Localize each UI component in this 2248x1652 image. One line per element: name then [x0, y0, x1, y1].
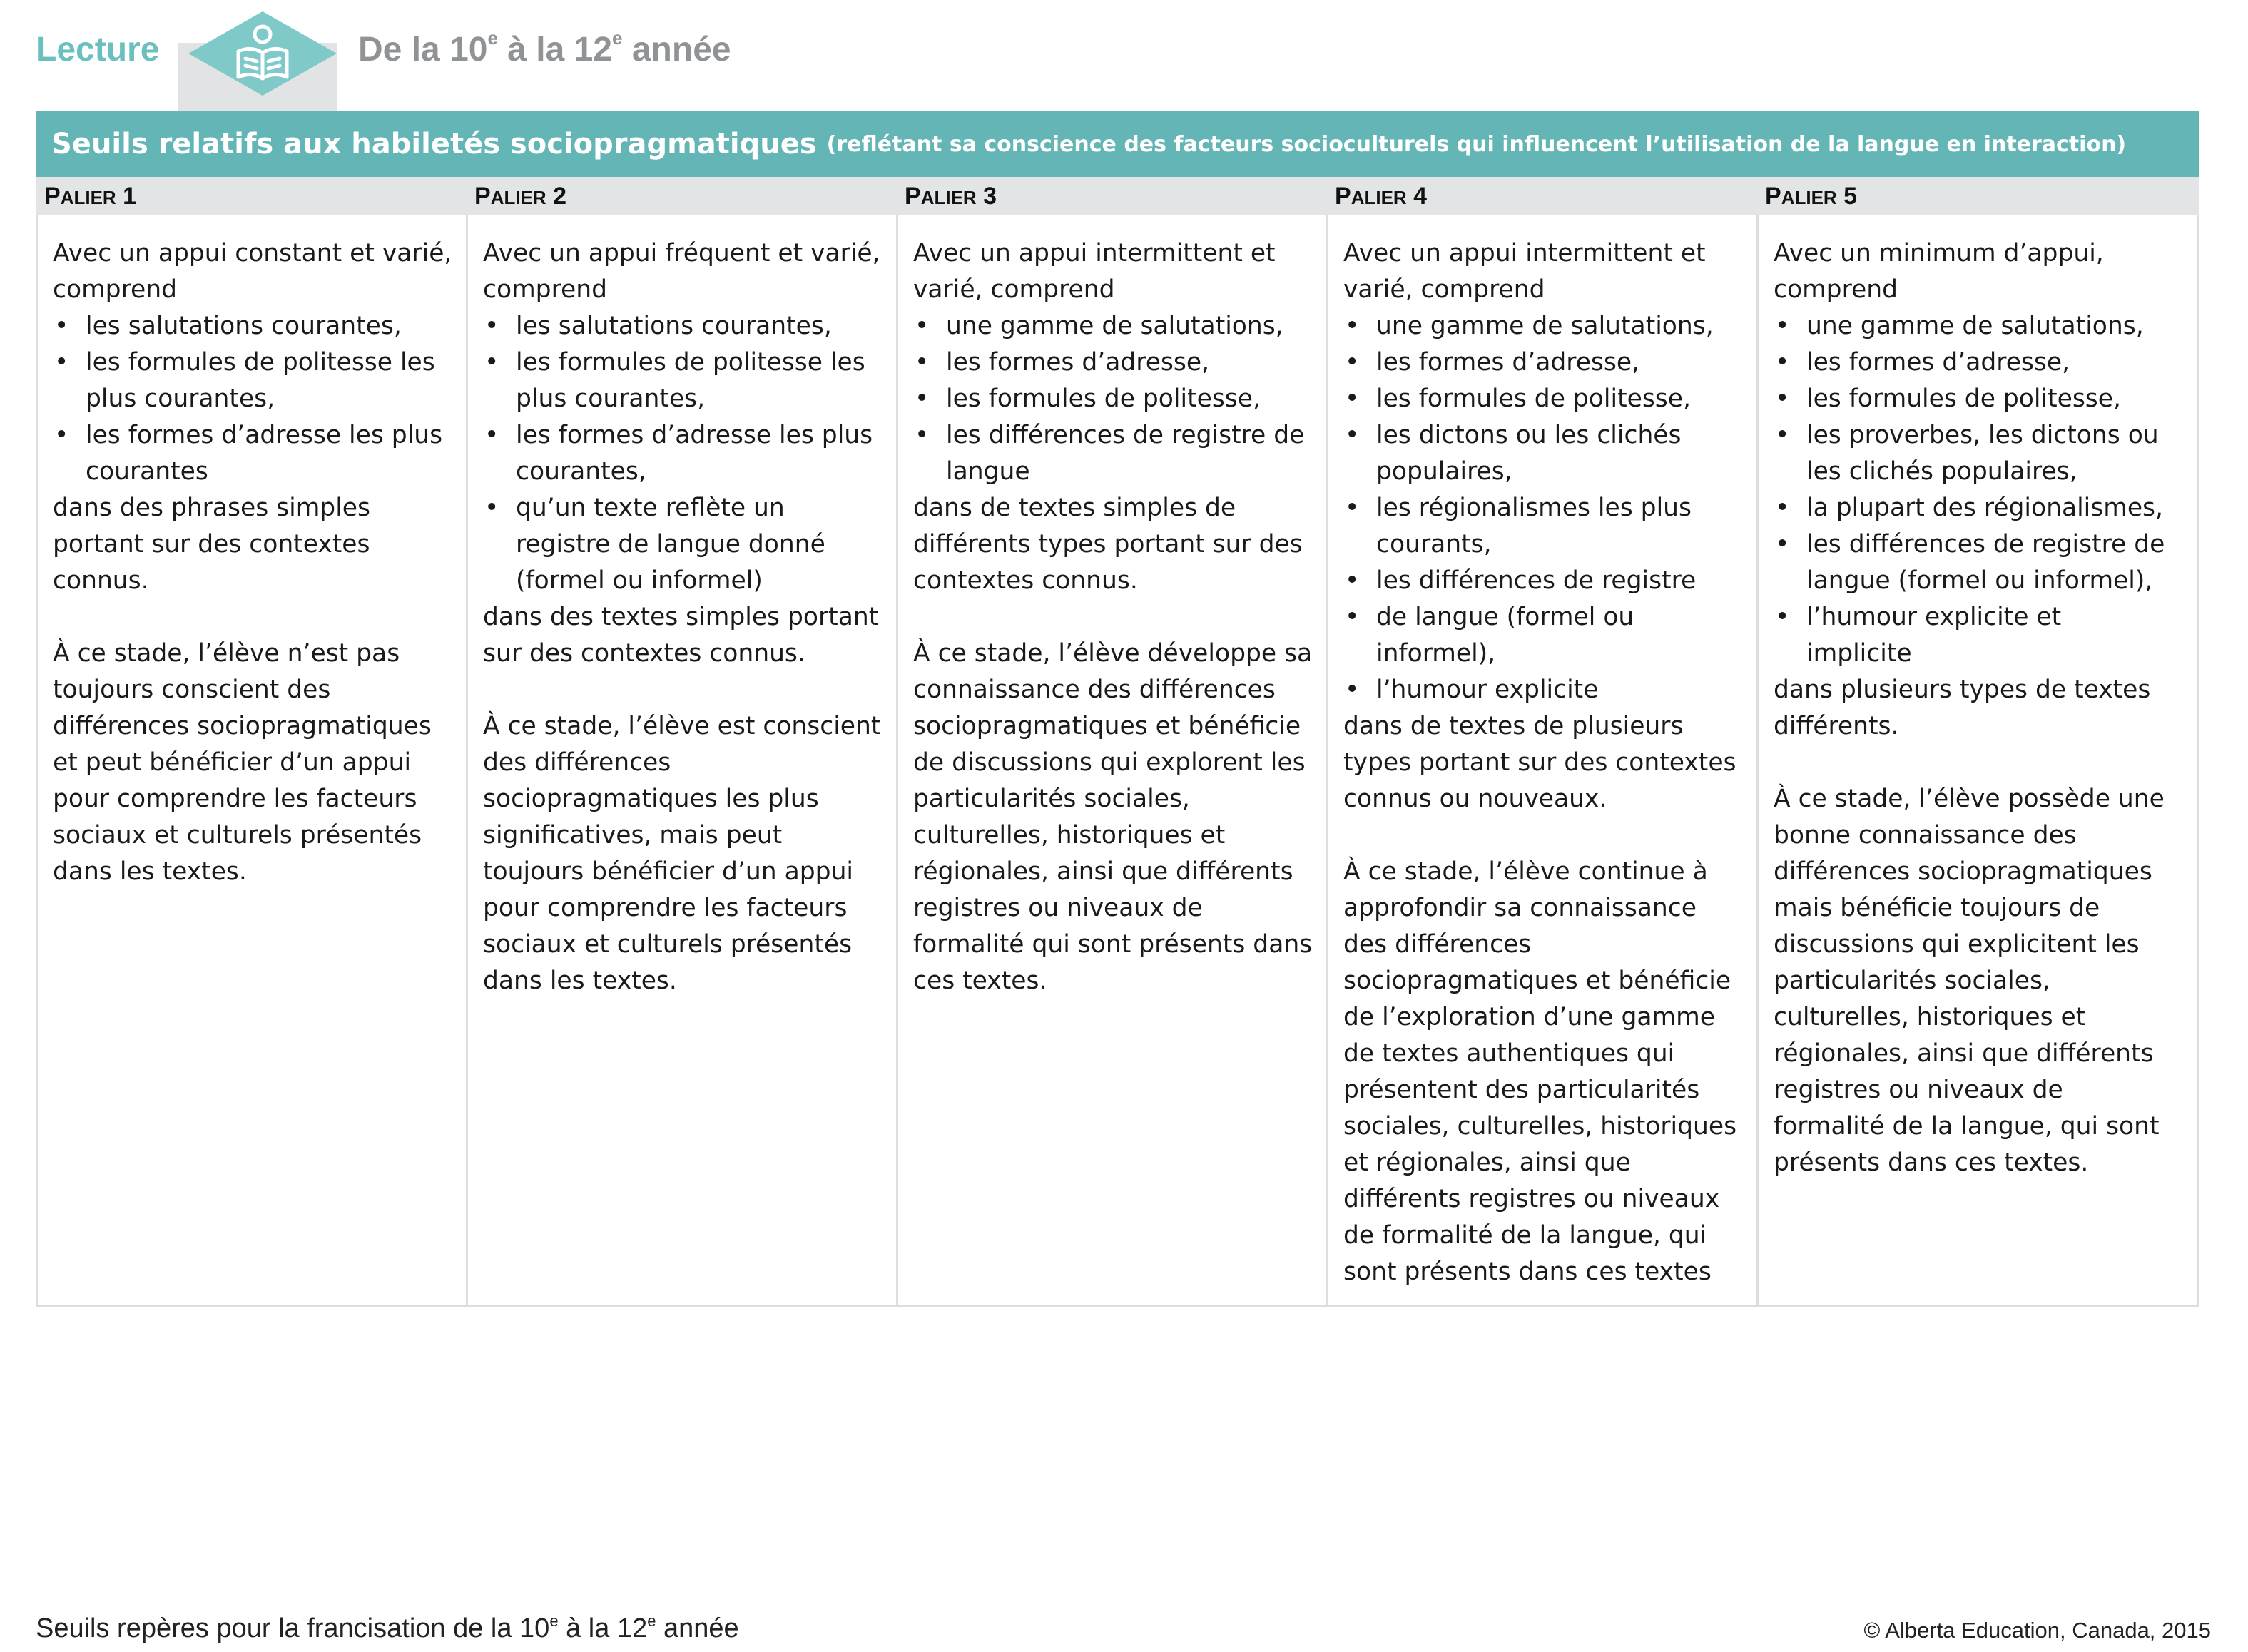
list-item: • l’humour explicite et implicite	[1774, 599, 2173, 672]
tier-header-row	[36, 177, 2199, 215]
table-title-main: Seuils relatifs aux habiletés sociopragmatiques	[51, 128, 817, 160]
column-divider	[466, 215, 468, 1307]
tier-header-4: PALIER 4	[1335, 183, 1428, 210]
cell-stage: À ce stade, l’élève est conscient des différences sociopragmatiques les plus significatives, mais peut toujours bénéficier d’un appui pour comprendre les facteurs sociaux et culturels présentés dans les textes.	[483, 712, 881, 995]
list-item: • une gamme de salutations,	[913, 308, 1313, 345]
tier-header-2: PALIER 2	[474, 183, 567, 210]
list-item: • de langue (formel ou informel),	[1343, 599, 1743, 672]
cell-list	[1343, 308, 1743, 708]
cell-list	[1774, 308, 2173, 672]
tier-cell-2	[483, 235, 883, 999]
list-item: • une gamme de salutations,	[1343, 308, 1743, 345]
tier-header-1: PALIER 1	[44, 183, 137, 210]
tier-cell-4	[1343, 235, 1743, 1290]
cell-context: dans plusieurs types de textes différents.	[1774, 675, 2151, 740]
cell-context: dans des textes simples portant sur des contextes connus.	[483, 603, 879, 668]
column-divider	[1756, 215, 1759, 1307]
list-item: • les différences de registre	[1343, 563, 1743, 599]
table-title	[36, 111, 2199, 177]
cell-context: dans des phrases simples portant sur des contextes connus.	[53, 494, 370, 595]
list-item: • les formes d’adresse,	[913, 345, 1313, 381]
cell-intro: Avec un appui fréquent et varié, comprend	[483, 239, 880, 304]
list-item: • les formules de politesse les plus courantes,	[483, 345, 883, 417]
thresholds-table	[36, 111, 2199, 1307]
tier-cell-3	[913, 235, 1313, 999]
tier-cell-1	[53, 235, 452, 890]
reading-book-icon	[187, 10, 338, 97]
cell-intro: Avec un minimum d’appui, comprend	[1774, 239, 2104, 304]
list-item: • les formes d’adresse les plus courantes,	[483, 417, 883, 490]
list-item: • les régionalismes les plus courants,	[1343, 490, 1743, 563]
tier-header-3: PALIER 3	[905, 183, 997, 210]
list-item: • l’humour explicite	[1343, 672, 1743, 708]
list-item: • les formules de politesse les plus courantes,	[53, 345, 452, 417]
list-item: • la plupart des régionalismes,	[1774, 490, 2173, 526]
list-item: • les salutations courantes,	[53, 308, 452, 345]
list-item: • les formules de politesse,	[913, 381, 1313, 417]
cell-stage: À ce stade, l’élève n’est pas toujours conscient des différences sociopragmatiques et peut bénéficier d’un appui pour comprendre les facteurs sociaux et culturels présentés dans les textes.	[53, 639, 432, 886]
list-item: • qu’un texte reflète un registre de langue donné (formel ou informel)	[483, 490, 883, 599]
cell-list	[913, 308, 1313, 490]
footer-copyright: © Alberta Education, Canada, 2015	[1863, 1618, 2211, 1643]
list-item: • les proverbes, les dictons ou les clichés populaires,	[1774, 417, 2173, 490]
list-item: • les formules de politesse,	[1343, 381, 1743, 417]
tier-header-5: PALIER 5	[1765, 183, 1858, 210]
cell-stage: À ce stade, l’élève continue à approfondir sa connaissance des différences sociopragmatiques et bénéficie de l’exploration d’une gamme de textes authentiques qui présentent des particularités sociales, culturelles, historiques et régionales, ainsi que différents registres ou niveaux de formalité de la langue, qui sont présents dans ces textes	[1343, 857, 1737, 1286]
list-item: • les différences de registre de langue	[913, 417, 1313, 490]
cell-intro: Avec un appui intermittent et varié, comprend	[1343, 239, 1706, 304]
cell-stage: À ce stade, l’élève développe sa connaissance des différences sociopragmatiques et bénéficie de discussions qui explorent les particularités sociales, culturelles, historiques et régionales, ainsi que différents registres ou niveaux de formalité qui sont présents dans ces textes.	[913, 639, 1313, 995]
list-item: • les différences de registre de langue (formel ou informel),	[1774, 526, 2173, 599]
list-item: • les formes d’adresse les plus courantes	[53, 417, 452, 490]
list-item: • les formes d’adresse,	[1343, 345, 1743, 381]
list-item: • une gamme de salutations,	[1774, 308, 2173, 345]
section-label: Lecture	[36, 31, 160, 68]
cell-intro: Avec un appui intermittent et varié, comprend	[913, 239, 1276, 304]
grade-range: De la 10e à la 12e année	[358, 27, 731, 68]
cell-context: dans de textes de plusieurs types portant sur des contextes connus ou nouveaux.	[1343, 712, 1736, 813]
cell-list	[53, 308, 452, 490]
footer-title: Seuils repères pour la francisation de la 10e à la 12e année	[36, 1612, 739, 1643]
tier-cell-5	[1774, 235, 2173, 1181]
column-divider	[1326, 215, 1328, 1307]
table-title-subtitle: (reflétant sa conscience des facteurs socioculturels qui influencent l’utilisation de la langue en interaction)	[826, 131, 2127, 157]
list-item: • les formes d’adresse,	[1774, 345, 2173, 381]
column-divider	[896, 215, 898, 1307]
cell-context: dans de textes simples de différents types portant sur des contextes connus.	[913, 494, 1303, 595]
cell-intro: Avec un appui constant et varié, comprend	[53, 239, 452, 304]
cell-list	[483, 308, 883, 599]
cell-stage: À ce stade, l’élève possède une bonne connaissance des différences sociopragmatiques mais bénéficie toujours de discussions qui explicitent les particularités sociales, culturelles, historiques et régionales, ainsi que différents registres ou niveaux de formalité de la langue, qui sont présents dans ces textes.	[1774, 785, 2165, 1177]
list-item: • les salutations courantes,	[483, 308, 883, 345]
list-item: • les formules de politesse,	[1774, 381, 2173, 417]
list-item: • les dictons ou les clichés populaires,	[1343, 417, 1743, 490]
